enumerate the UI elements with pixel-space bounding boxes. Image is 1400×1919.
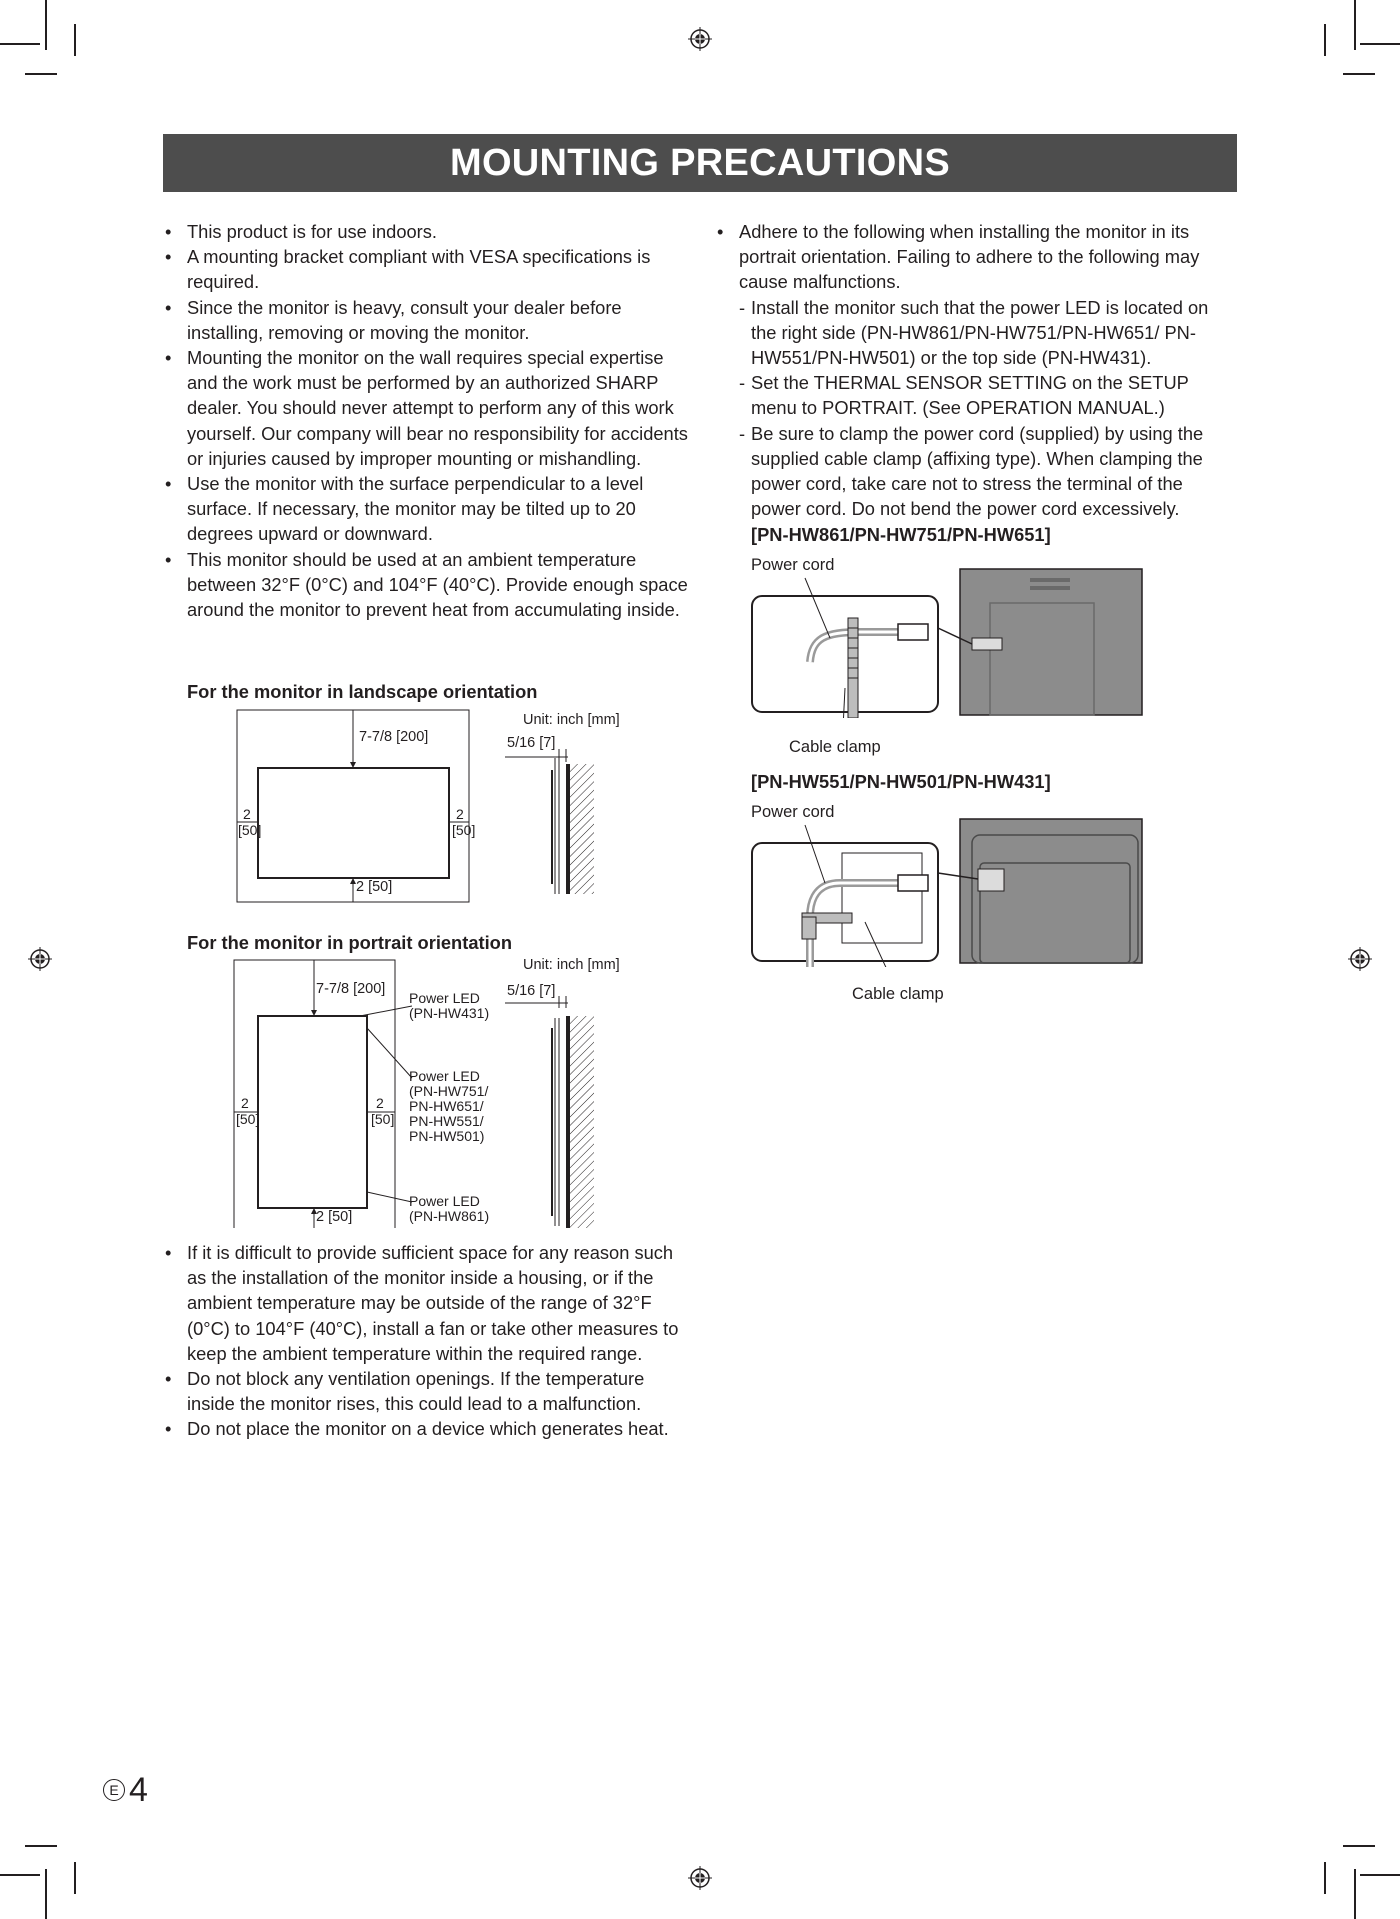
sub-item: - Set the THERMAL SENSOR SETTING on the SETUP menu to PORTRAIT. (See OPERATION MANUAL.) — [739, 370, 1225, 420]
crop-mark — [45, 0, 47, 50]
right-bullets — [715, 219, 1225, 521]
list-item: • If it is difficult to provide sufficient space for any reason such as the installation of the monitor inside a housing, or if the ambient temperature may be outside of the range of 32°F (0°C) to 104°F (40°C), install a fan or take other measures to keep the ambient temperature within the required range. — [163, 1240, 693, 1366]
list-item: • Do not block any ventilation openings. If the temperature inside the monitor rises, this could lead to a malfunction. — [163, 1366, 693, 1416]
list-item: • Use the monitor with the surface perpendicular to a level surface. If necessary, the monitor may be tilted up to 20 degrees upward or downward. — [163, 471, 693, 547]
page-letter: E — [103, 1779, 125, 1801]
landscape-heading: For the monitor in landscape orientation — [187, 681, 538, 702]
landscape-right-clearance-b: [50] — [452, 822, 476, 838]
left-bullets-top — [163, 219, 693, 622]
page-title: MOUNTING PRECAUTIONS — [163, 134, 1237, 192]
models-heading-a: [PN-HW861/PN-HW751/PN-HW651] — [751, 524, 1051, 545]
portrait-left-clearance-b: [50] — [236, 1111, 260, 1127]
crop-mark — [0, 1874, 40, 1876]
landscape-bottom-clearance: 2 [50] — [356, 879, 393, 895]
portrait-wall-gap: 5/16 [7] — [507, 983, 556, 999]
cable-clamp-label-b: Cable clamp — [852, 985, 944, 1003]
portrait-intro: • Adhere to the following when installing the monitor in its portrait orientation. Failing to adhere to the following may cause malfunctions. — [739, 221, 1200, 293]
page-number-value: 4 — [129, 1771, 148, 1809]
page-number — [103, 1770, 148, 1810]
crop-mark — [1360, 1874, 1400, 1876]
list-item — [715, 219, 1225, 521]
portrait-right-clearance-b: [50] — [371, 1111, 395, 1127]
landscape-right-clearance-a: 2 — [456, 806, 464, 822]
crop-mark — [1324, 1862, 1326, 1894]
crop-mark — [0, 43, 40, 45]
registration-mark-icon — [1348, 947, 1372, 971]
portrait-top-clearance: 7-7/8 [200] — [316, 981, 386, 997]
landscape-clearance-diagram — [230, 704, 650, 904]
landscape-left-clearance-a: 2 — [243, 806, 251, 822]
crop-mark — [1354, 1869, 1356, 1919]
list-item: • A mounting bracket compliant with VESA specifications is required. — [163, 244, 693, 294]
crop-mark — [1354, 0, 1356, 50]
list-item: • Do not place the monitor on a device which generates heat. — [163, 1416, 693, 1441]
registration-mark-icon — [688, 27, 712, 51]
landscape-wall-gap: 5/16 [7] — [507, 735, 556, 751]
crop-mark — [1343, 73, 1375, 75]
left-bullets-bottom — [163, 1240, 693, 1442]
crop-mark — [1324, 24, 1326, 56]
list-item: • This monitor should be used at an ambient temperature between 32°F (0°C) and 104°F (40°C). Provide enough space around the monitor to prevent heat from accumulating inside. — [163, 547, 693, 623]
power-cord-label-a: Power cord — [751, 556, 835, 574]
portrait-unit-label: Unit: inch [mm] — [523, 957, 620, 973]
crop-mark — [1343, 1845, 1375, 1847]
crop-mark — [74, 1862, 76, 1894]
cable-clamp-diagram-b — [750, 817, 1150, 967]
power-cord-label-b: Power cord — [751, 803, 835, 821]
portrait-led-top-label: Power LED (PN-HW431) — [409, 990, 490, 1021]
portrait-bottom-clearance: 2 [50] — [316, 1209, 353, 1225]
registration-mark-icon — [28, 947, 52, 971]
landscape-top-clearance: 7-7/8 [200] — [359, 729, 429, 745]
portrait-left-clearance-a: 2 — [241, 1095, 249, 1111]
sub-item: - Install the monitor such that the power LED is located on the right side (PN-HW861/PN-HW751/PN-HW651/ PN-HW551/PN-HW501) or the top side (PN-HW431). — [739, 295, 1225, 371]
list-item: • Mounting the monitor on the wall requires special expertise and the work must be performed by an authorized SHARP dealer. You should never attempt to perform any of this work yourself. Our company will bear no responsibility for accidents or injuries caused by improper mounting or mishandling. — [163, 345, 693, 471]
crop-mark — [74, 24, 76, 56]
registration-mark-icon — [688, 1866, 712, 1890]
portrait-led-bottom-label: Power LED (PN-HW861) — [409, 1193, 490, 1224]
cable-clamp-diagram-a — [750, 568, 1150, 718]
sub-item: - Be sure to clamp the power cord (supplied) by using the supplied cable clamp (affixing type). When clamping the power cord, take care not to stress the terminal of the power cord. Do not bend the power cord excessively. — [739, 421, 1225, 522]
cable-clamp-label-a: Cable clamp — [789, 738, 881, 756]
crop-mark — [1360, 43, 1400, 45]
list-item: • Since the monitor is heavy, consult your dealer before installing, removing or moving the monitor. — [163, 295, 693, 345]
models-heading-b: [PN-HW551/PN-HW501/PN-HW431] — [751, 771, 1051, 792]
crop-mark — [25, 73, 57, 75]
portrait-right-clearance-a: 2 — [376, 1095, 384, 1111]
portrait-heading: For the monitor in portrait orientation — [187, 932, 512, 953]
crop-mark — [45, 1869, 47, 1919]
portrait-led-mid-label: Power LED (PN-HW751/ PN-HW651/ PN-HW551/ PN-HW501) — [409, 1068, 489, 1144]
landscape-unit-label: Unit: inch [mm] — [523, 712, 620, 728]
list-item: • This product is for use indoors. — [163, 219, 693, 244]
crop-mark — [25, 1845, 57, 1847]
landscape-left-clearance-b: [50] — [238, 822, 262, 838]
